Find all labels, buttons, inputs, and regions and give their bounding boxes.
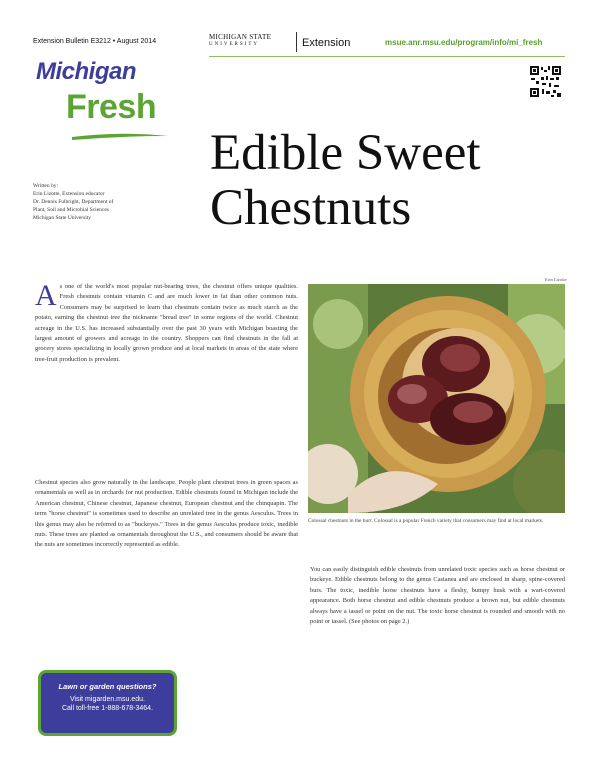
header-rule <box>209 56 565 57</box>
msu-wordmark-line2: UNIVERSITY <box>209 42 259 47</box>
identification-paragraph: You can easily distinguish edible chestnuts from unrelated toxic species such as horse chestnut or buckeye. Edible chestnuts belong to the genus Castanea and are enclosed in sharp, spine-covered burs. The toxic, inedible horse chestnuts have a fleshy, bumpy husk with a wart-covered appearance. Both horse chestnut and edible chestnuts produce a brown nut, but edible chestnuts always have a tassel or point on the nut. The toxic horse chestnut is rounded and smooth with no point or tassel. (See photos on page 2.) <box>310 566 565 626</box>
program-url[interactable]: msue.anr.msu.edu/program/info/mi_fresh <box>385 38 543 47</box>
intro-text: s one of the world's most popular nut-bearing trees, the chestnut offers unique qualities. Fresh chestnuts contain vitamin C and are much lower in fat than other common nuts. Consumers may be surprised to learn that chestnuts contain twice as much starch as the potato, earning the chestnut tree the nickname "bread tree" in some regions of the world. Chestnut acreage in the U.S. has increased substantially over the past 30 years with Michigan boasting the largest amount of growers and acreage in the country. Shoppers can find chestnuts in the fall at grocery stores specializing in locally grown produce and at local markets in areas of the state where tree-fruit production is prevalent. <box>35 283 298 363</box>
title-line-1: Edible Sweet <box>210 125 481 181</box>
callout-visit-link[interactable]: Visit migarden.msu.edu. <box>70 696 145 703</box>
photo-credit: Erin Lizotte <box>545 277 567 282</box>
logo-swoosh-icon <box>70 128 170 142</box>
title-line-2: Chestnuts <box>210 180 412 236</box>
msu-wordmark-line1: MICHIGAN STATE <box>209 33 272 41</box>
species-paragraph: Chestnut species also grow naturally in the landscape. People plant chestnut trees in green spaces as ornamentals as well as in orchards for nut production. Edible chestnuts found in Michigan include the American chestnut, Chinese chestnut, Japanese chestnut, European chestnut and the chinquapin. The term "horse chestnut" is sometimes used to describe an unrelated tree in the genus Aesculus. Trees in this genus may also be referred to as "buckeyes." Trees in the genus Aesculus produce toxic, inedible nuts. These trees are planted as ornamentals throughout the U.S., and consumers should be aware that the nuts are sometimes incorrectly represented as edible. <box>35 479 298 549</box>
header-divider <box>296 32 297 52</box>
author-line: Erin Lizotte, Extension educator <box>33 191 105 197</box>
author-credits <box>33 182 203 222</box>
logo-michigan-text: Michigan <box>36 58 137 85</box>
callout-phone[interactable]: Call toll-free 1-888-678-3464. <box>61 705 154 712</box>
author-line: Michigan State University <box>33 215 92 221</box>
msu-wordmark <box>209 34 271 48</box>
extension-label: Extension <box>302 37 351 49</box>
author-line: Dr. Dennis Fulbright, Department of <box>33 199 114 205</box>
callout-question: Lawn or garden questions? <box>58 682 157 691</box>
page-title <box>210 126 590 236</box>
drop-cap: A <box>35 279 57 312</box>
qr-code-icon[interactable] <box>529 65 562 98</box>
author-line: Plant, Soil and Microbial Sciences <box>33 207 109 213</box>
photo-caption: Colossal chestnuts in the burr. Colossal is a popular French variety that consumers may find at local markets. <box>308 518 544 524</box>
logo-fresh-text: Fresh <box>66 88 157 126</box>
chestnut-burr-photo <box>308 284 565 513</box>
bulletin-number: Extension Bulletin E3212 • August 2014 <box>33 38 157 45</box>
garden-questions-callout <box>38 670 177 736</box>
intro-paragraph <box>35 279 298 365</box>
authors-label: Written by: <box>33 183 58 189</box>
